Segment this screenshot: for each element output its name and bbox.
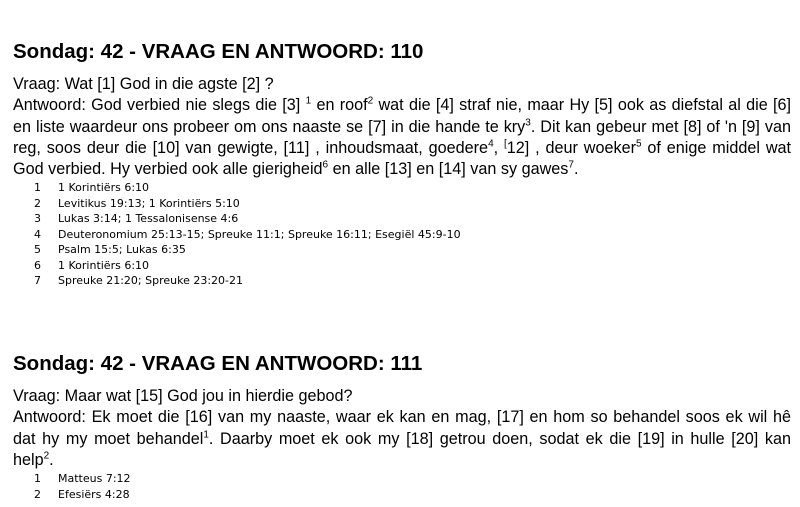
footnote-reference: Psalm 15:5; Lukas 6:35 bbox=[58, 243, 186, 257]
footnote-marker: 6 bbox=[322, 159, 329, 171]
footnote-list bbox=[13, 180, 791, 289]
footnote-item bbox=[34, 258, 791, 274]
footnote-number: 2 bbox=[34, 487, 41, 501]
footnote-number: 4 bbox=[34, 227, 41, 241]
footnote-reference: Deuteronomium 25:13-15; Spreuke 11:1; Spreuke 16:11; Esegiël 45:9-10 bbox=[58, 227, 461, 241]
footnote-reference: Spreuke 21:20; Spreuke 23:20-21 bbox=[58, 274, 244, 288]
question-text: Vraag: Maar wat [15] God jou in hierdie gebod? bbox=[13, 387, 353, 405]
footnote-marker: 4 bbox=[488, 138, 494, 150]
footnote-number: 7 bbox=[34, 274, 41, 288]
answer-segment: en roof bbox=[311, 96, 368, 115]
answer-segment: , bbox=[493, 138, 504, 157]
footnote-item bbox=[34, 471, 791, 487]
footnote-marker: 1 bbox=[305, 95, 312, 107]
footnote-item bbox=[34, 487, 791, 503]
footnote-number: 2 bbox=[34, 196, 41, 210]
answer-segment: . bbox=[49, 450, 54, 469]
footnote-marker: 7 bbox=[568, 159, 574, 171]
footnote-reference: 1 Korintiërs 6:10 bbox=[58, 181, 150, 195]
question-text: Vraag: Wat [1] God in die agste [2] ? bbox=[13, 75, 274, 93]
answer-segment: of enige middel wat God verbied. Hy verbied ook alle gierigheid bbox=[13, 138, 792, 179]
section-heading: Sondag: 42 - VRAAG EN ANTWOORD: 111 bbox=[13, 352, 423, 375]
answer-text bbox=[13, 407, 791, 471]
answer-segment: 12] , deur woeker bbox=[506, 138, 636, 157]
footnote-marker: 2 bbox=[43, 450, 50, 462]
footnote-reference: Matteus 7:12 bbox=[58, 472, 131, 486]
footnote-list bbox=[13, 471, 791, 502]
footnote-number: 3 bbox=[34, 212, 41, 226]
footnote-marker: 3 bbox=[525, 117, 531, 129]
answer-segment: . Dit kan gebeur met [8] of 'n [9] van reg, soos deur die [10] van gewigte, [11] , inhoudsmaat, goedere bbox=[13, 117, 791, 157]
footnote-item bbox=[34, 273, 791, 289]
footnote-number: 1 bbox=[34, 472, 41, 486]
answer-segment: . bbox=[573, 160, 579, 179]
section-heading: Sondag: 42 - VRAAG EN ANTWOORD: 110 bbox=[13, 40, 424, 63]
footnote-marker: 1 bbox=[203, 429, 209, 441]
footnote-marker: [ bbox=[504, 138, 507, 150]
footnote-item bbox=[34, 227, 791, 243]
footnote-reference: Efesiërs 4:28 bbox=[58, 487, 130, 501]
answer-text bbox=[13, 95, 791, 180]
question-section-110 bbox=[13, 40, 791, 289]
footnote-marker: 2 bbox=[367, 95, 374, 107]
answer-segment: Antwoord: Ek moet die [16] van my naaste, waar ek kan en mag, [17] en hom so behandel soos ek wil hê dat hy my moet behandel bbox=[13, 408, 791, 448]
answer-segment: en alle [13] en [14] van sy gawes bbox=[328, 160, 569, 179]
footnote-reference: Lukas 3:14; 1 Tessalonisense 4:6 bbox=[58, 212, 239, 226]
footnote-item bbox=[34, 211, 791, 227]
footnote-number: 5 bbox=[34, 243, 41, 257]
footnote-item bbox=[34, 242, 791, 258]
answer-segment: . Daarby moet ek ook my [18] getrou doen, sodat ek die [19] in hulle [20] kan help bbox=[13, 429, 791, 469]
footnote-number: 6 bbox=[34, 258, 41, 272]
question-section-111 bbox=[13, 352, 791, 502]
footnote-item bbox=[34, 180, 791, 196]
footnote-reference: Levitikus 19:13; 1 Korintiërs 5:10 bbox=[58, 196, 240, 210]
answer-segment: wat die [4] straf nie, maar Hy [5] ook as diefstal al die [6] en liste waardeur ons probeer om ons naaste se [7] in die hande te kry bbox=[13, 96, 791, 136]
footnote-reference: 1 Korintiërs 6:10 bbox=[58, 258, 150, 272]
footnote-item bbox=[34, 196, 791, 212]
footnote-number: 1 bbox=[34, 181, 41, 195]
answer-segment: Antwoord: God verbied nie slegs die [3] bbox=[13, 96, 306, 115]
footnote-marker: 5 bbox=[635, 138, 642, 150]
